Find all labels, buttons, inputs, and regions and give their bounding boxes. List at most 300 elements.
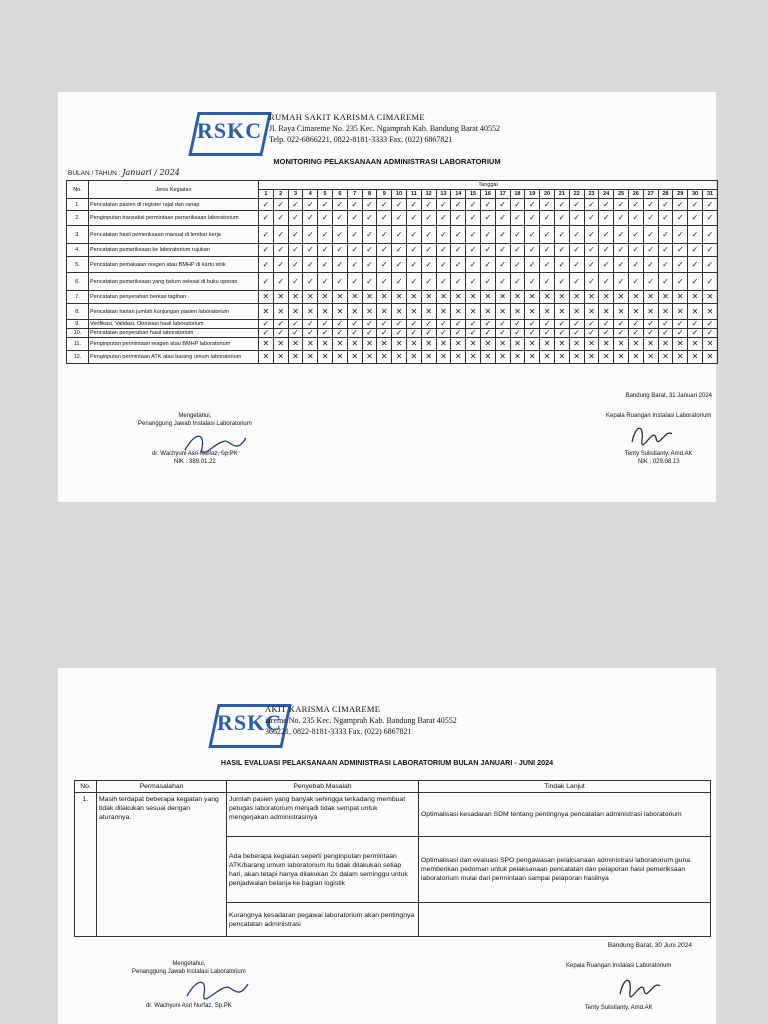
activity-name: Pencatatan penyerahan hasil laboratorium: [89, 329, 259, 338]
day-mark: ✓: [569, 329, 584, 338]
day-mark: ✓: [584, 199, 599, 211]
day-mark: ✕: [332, 351, 347, 364]
day-mark: ✓: [347, 273, 362, 291]
day-mark: ✓: [584, 257, 599, 273]
day-mark: ✓: [599, 329, 614, 338]
hospital-address: Jl. Raya Cimareme No. 235 Kec. Ngamprah Kab. Bandung Barat 40552: [269, 124, 501, 133]
day-mark: ✕: [658, 351, 673, 364]
day-mark: ✕: [702, 291, 717, 304]
table-row: [67, 351, 718, 364]
day-mark: ✓: [658, 199, 673, 211]
day-mark: ✕: [628, 351, 643, 364]
day-mark: ✓: [436, 257, 451, 273]
day-mark: ✕: [688, 338, 703, 351]
day-mark: ✓: [466, 211, 481, 226]
left-signature-block-1: [138, 412, 252, 466]
day-mark: ✓: [332, 329, 347, 338]
day-mark: ✓: [480, 226, 495, 244]
acknowledge-label-2: Mengetahui,: [172, 961, 206, 967]
day-header: 18: [510, 190, 525, 199]
day-mark: ✕: [318, 304, 333, 320]
document-title: MONITORING PELAKSANAAN ADMINISTRASI LABORATORIUM: [273, 157, 501, 166]
day-mark: ✓: [643, 320, 658, 329]
day-mark: ✕: [303, 304, 318, 320]
day-mark: ✓: [480, 320, 495, 329]
day-mark: ✓: [540, 199, 555, 211]
day-mark: ✓: [318, 320, 333, 329]
table-row: [67, 211, 718, 226]
day-mark: ✓: [421, 329, 436, 338]
hospital-info: [269, 112, 500, 145]
day-mark: ✕: [406, 304, 421, 320]
activity-name: Pencatatan hasil pemeriksaan manual di lembar kerja: [89, 226, 259, 244]
day-mark: ✓: [614, 257, 629, 273]
day-mark: ✓: [288, 211, 303, 226]
day-mark: ✓: [347, 226, 362, 244]
table-row: [67, 273, 718, 291]
ev-cause-1: Jumlah pasien yang banyak sehingga terkadang membuat petugas laboratorium menjadi tidak sempat untuk mengerjakan administrasinya: [227, 793, 419, 837]
day-header: 5: [318, 190, 333, 199]
day-mark: ✓: [554, 273, 569, 291]
day-mark: ✓: [688, 273, 703, 291]
day-mark: ✓: [643, 329, 658, 338]
day-mark: ✕: [406, 291, 421, 304]
day-mark: ✓: [628, 244, 643, 257]
day-mark: ✓: [392, 273, 407, 291]
day-mark: ✕: [362, 291, 377, 304]
right-signature-image-2: [614, 972, 664, 1002]
day-mark: ✓: [362, 199, 377, 211]
day-mark: ✓: [318, 199, 333, 211]
day-mark: ✕: [377, 338, 392, 351]
day-mark: ✓: [510, 329, 525, 338]
day-mark: ✓: [480, 257, 495, 273]
day-mark: ✓: [288, 199, 303, 211]
day-mark: ✓: [658, 273, 673, 291]
day-mark: ✓: [273, 329, 288, 338]
day-mark: ✓: [688, 244, 703, 257]
row-number: 9.: [67, 320, 89, 329]
day-mark: ✕: [303, 291, 318, 304]
day-mark: ✕: [702, 351, 717, 364]
monitoring-table: [66, 180, 718, 364]
day-mark: ✕: [259, 338, 274, 351]
day-header: 1: [259, 190, 274, 199]
day-mark: ✕: [569, 338, 584, 351]
day-mark: ✕: [377, 304, 392, 320]
day-mark: ✓: [525, 199, 540, 211]
day-mark: ✓: [569, 226, 584, 244]
day-mark: ✕: [584, 304, 599, 320]
period: [68, 168, 180, 177]
day-mark: ✓: [702, 226, 717, 244]
day-mark: ✓: [303, 329, 318, 338]
day-mark: ✓: [273, 320, 288, 329]
day-header: 30: [688, 190, 703, 199]
day-mark: ✓: [599, 273, 614, 291]
day-header: 7: [347, 190, 362, 199]
day-mark: ✓: [377, 273, 392, 291]
day-mark: ✓: [451, 199, 466, 211]
day-mark: ✕: [362, 351, 377, 364]
day-mark: ✓: [421, 257, 436, 273]
day-header: 3: [288, 190, 303, 199]
day-mark: ✓: [673, 329, 688, 338]
day-mark: ✓: [569, 199, 584, 211]
day-mark: ✕: [392, 304, 407, 320]
row-number: 3.: [67, 226, 89, 244]
day-mark: ✓: [584, 226, 599, 244]
day-mark: ✓: [658, 244, 673, 257]
day-mark: ✓: [436, 244, 451, 257]
day-mark: ✓: [362, 320, 377, 329]
day-mark: ✓: [702, 257, 717, 273]
day-mark: ✓: [392, 211, 407, 226]
day-mark: ✓: [273, 199, 288, 211]
day-mark: ✕: [599, 338, 614, 351]
day-mark: ✕: [658, 338, 673, 351]
day-mark: ✓: [554, 329, 569, 338]
day-mark: ✓: [259, 244, 274, 257]
day-mark: ✕: [628, 291, 643, 304]
day-mark: ✕: [540, 304, 555, 320]
hospital-phone: Telp. 022-6866221, 0822-8181-3333 Fax. (022) 6867821: [269, 135, 453, 144]
right-signer-role-2: Kepala Ruangan Instalasi Laboratorium: [566, 963, 672, 969]
day-mark: ✕: [614, 291, 629, 304]
day-mark: ✓: [658, 226, 673, 244]
day-mark: ✕: [688, 351, 703, 364]
day-mark: ✓: [421, 199, 436, 211]
day-mark: ✕: [273, 291, 288, 304]
day-mark: ✕: [466, 291, 481, 304]
day-mark: ✓: [643, 273, 658, 291]
hospital-info-2: [265, 704, 457, 737]
day-mark: ✓: [495, 320, 510, 329]
day-mark: ✓: [318, 244, 333, 257]
ev-cause-2: Ada beberapa kegiatan seperti penginputan permintaan ATK/barang umum laboratorium itu tidak dilakukan setiap hari, akan tetapi hanya dilakukan 2x dalam seminggu untuk penjadwalan belanja ke bagian logistik: [227, 837, 419, 903]
day-mark: ✓: [495, 211, 510, 226]
day-mark: ✓: [436, 329, 451, 338]
day-mark: ✓: [510, 273, 525, 291]
day-mark: ✓: [347, 320, 362, 329]
day-mark: ✕: [288, 291, 303, 304]
day-mark: ✕: [436, 338, 451, 351]
table-row: [67, 199, 718, 211]
day-mark: ✕: [569, 351, 584, 364]
day-mark: ✓: [347, 211, 362, 226]
day-mark: ✓: [614, 226, 629, 244]
right-signature-image: [626, 420, 676, 450]
day-mark: ✓: [540, 211, 555, 226]
day-mark: ✕: [466, 304, 481, 320]
day-mark: ✕: [525, 351, 540, 364]
day-mark: ✕: [554, 291, 569, 304]
day-mark: ✓: [599, 226, 614, 244]
day-mark: ✓: [303, 226, 318, 244]
day-mark: ✕: [332, 338, 347, 351]
day-mark: ✓: [259, 329, 274, 338]
day-mark: ✓: [614, 329, 629, 338]
day-mark: ✕: [318, 338, 333, 351]
day-mark: ✓: [377, 199, 392, 211]
day-mark: ✓: [259, 320, 274, 329]
activity-name: Verifikasi, Validasi, Otorisasi hasil laboratorium: [89, 320, 259, 329]
day-mark: ✕: [288, 351, 303, 364]
day-mark: ✓: [303, 244, 318, 257]
day-mark: ✓: [392, 226, 407, 244]
day-mark: ✓: [673, 226, 688, 244]
day-header: 25: [614, 190, 629, 199]
day-mark: ✓: [495, 329, 510, 338]
day-mark: ✓: [303, 320, 318, 329]
acknowledge-label: Mengetahui,: [178, 413, 212, 419]
day-mark: ✕: [628, 304, 643, 320]
day-header: 20: [540, 190, 555, 199]
ev-cause-3: Kurangnya kesadaran pegawai laboratorium akan pentingnya pencatatan administrasi: [227, 903, 419, 937]
day-mark: ✓: [273, 211, 288, 226]
day-mark: ✓: [392, 329, 407, 338]
evaluation-document: [58, 668, 716, 1024]
evaluation-table: [74, 780, 711, 937]
day-mark: ✕: [673, 338, 688, 351]
day-mark: ✓: [614, 211, 629, 226]
table-row: [67, 304, 718, 320]
day-mark: ✓: [628, 320, 643, 329]
day-mark: ✕: [318, 291, 333, 304]
day-mark: ✓: [510, 320, 525, 329]
day-mark: ✓: [436, 273, 451, 291]
day-mark: ✕: [688, 304, 703, 320]
day-mark: ✓: [510, 211, 525, 226]
day-mark: ✕: [643, 338, 658, 351]
day-mark: ✕: [421, 291, 436, 304]
row-number: 10.: [67, 329, 89, 338]
day-mark: ✕: [480, 338, 495, 351]
day-mark: ✓: [525, 273, 540, 291]
day-mark: ✓: [540, 226, 555, 244]
day-mark: ✓: [332, 257, 347, 273]
day-mark: ✓: [525, 329, 540, 338]
row-number: 5.: [67, 257, 89, 273]
day-mark: ✓: [377, 320, 392, 329]
day-mark: ✕: [259, 291, 274, 304]
day-mark: ✓: [480, 329, 495, 338]
day-header: 31: [702, 190, 717, 199]
day-mark: ✓: [569, 273, 584, 291]
day-mark: ✕: [702, 338, 717, 351]
day-mark: ✓: [451, 244, 466, 257]
day-mark: ✕: [525, 304, 540, 320]
day-mark: ✕: [259, 304, 274, 320]
day-mark: ✓: [392, 199, 407, 211]
day-mark: ✓: [599, 244, 614, 257]
day-mark: ✓: [318, 329, 333, 338]
day-mark: ✓: [554, 226, 569, 244]
day-mark: ✕: [584, 351, 599, 364]
day-mark: ✓: [466, 329, 481, 338]
day-mark: ✓: [673, 211, 688, 226]
day-header: 6: [332, 190, 347, 199]
day-mark: ✕: [480, 351, 495, 364]
day-mark: ✕: [495, 291, 510, 304]
activity-name: Pencatatan pasien di register rajal dan ranap: [89, 199, 259, 211]
left-signer-name: dr. Wachyuni Asri Nurfaz, Sp.PK: [151, 451, 238, 457]
day-mark: ✓: [673, 320, 688, 329]
day-mark: ✓: [688, 257, 703, 273]
day-mark: ✓: [436, 211, 451, 226]
day-mark: ✓: [288, 320, 303, 329]
day-mark: ✓: [495, 257, 510, 273]
day-mark: ✕: [658, 291, 673, 304]
day-mark: ✕: [466, 351, 481, 364]
place-date-1: Bandung Barat, 31 Januari 2024: [625, 393, 712, 399]
day-mark: ✕: [347, 291, 362, 304]
day-mark: ✕: [377, 291, 392, 304]
day-mark: ✓: [303, 211, 318, 226]
day-mark: ✕: [599, 304, 614, 320]
left-signer-role-2: Penanggung Jawab Instalasi Laboratorium: [132, 969, 246, 975]
day-mark: ✓: [318, 257, 333, 273]
right-signature-block-2: [566, 962, 671, 1012]
day-mark: ✓: [362, 211, 377, 226]
day-mark: ✓: [510, 244, 525, 257]
right-signer-nik: NIK : 029.08.13: [637, 459, 680, 465]
day-mark: ✓: [628, 329, 643, 338]
day-mark: ✓: [377, 226, 392, 244]
day-mark: ✓: [421, 244, 436, 257]
day-mark: ✓: [480, 199, 495, 211]
day-mark: ✕: [614, 304, 629, 320]
day-mark: ✓: [318, 226, 333, 244]
day-mark: ✓: [288, 244, 303, 257]
day-mark: ✓: [347, 257, 362, 273]
day-mark: ✓: [288, 273, 303, 291]
day-mark: ✓: [377, 211, 392, 226]
day-mark: ✓: [451, 257, 466, 273]
table-row: [67, 226, 718, 244]
day-mark: ✓: [436, 226, 451, 244]
day-mark: ✓: [273, 273, 288, 291]
day-mark: ✕: [421, 351, 436, 364]
day-mark: ✕: [273, 304, 288, 320]
day-mark: ✓: [599, 211, 614, 226]
day-mark: ✓: [510, 226, 525, 244]
day-mark: ✓: [702, 320, 717, 329]
day-mark: ✕: [628, 338, 643, 351]
day-mark: ✕: [643, 351, 658, 364]
day-mark: ✕: [643, 291, 658, 304]
day-header: 8: [362, 190, 377, 199]
day-mark: ✓: [421, 320, 436, 329]
day-mark: ✕: [332, 291, 347, 304]
right-signer-name-2: Tenty Sulistianty, Amd.AK: [584, 1005, 653, 1011]
day-mark: ✓: [377, 329, 392, 338]
day-header: 21: [554, 190, 569, 199]
day-mark: ✓: [406, 199, 421, 211]
day-mark: ✕: [554, 351, 569, 364]
day-mark: ✓: [406, 211, 421, 226]
day-mark: ✓: [273, 257, 288, 273]
row-number: 12.: [67, 351, 89, 364]
table-row: [67, 244, 718, 257]
day-mark: ✓: [259, 226, 274, 244]
day-mark: ✕: [436, 291, 451, 304]
day-header: 9: [377, 190, 392, 199]
day-mark: ✕: [451, 304, 466, 320]
day-mark: ✓: [628, 199, 643, 211]
activity-name: Penginputan permintaan ATK atau barang umum laboratorium: [89, 351, 259, 364]
day-mark: ✓: [554, 244, 569, 257]
day-mark: ✓: [673, 257, 688, 273]
day-mark: ✓: [347, 329, 362, 338]
day-mark: ✕: [540, 291, 555, 304]
day-mark: ✕: [510, 291, 525, 304]
day-header: 23: [584, 190, 599, 199]
day-mark: ✓: [643, 226, 658, 244]
row-number: 8.: [67, 304, 89, 320]
day-mark: ✕: [392, 351, 407, 364]
ev-action-3: [419, 903, 711, 937]
day-mark: ✕: [702, 304, 717, 320]
day-mark: ✕: [332, 304, 347, 320]
day-mark: ✕: [273, 338, 288, 351]
day-mark: ✓: [702, 329, 717, 338]
day-mark: ✕: [614, 338, 629, 351]
table-row: [67, 320, 718, 329]
day-mark: ✕: [303, 351, 318, 364]
day-mark: ✓: [377, 244, 392, 257]
day-mark: ✓: [658, 211, 673, 226]
ev-row-no: 1.: [75, 793, 97, 937]
day-mark: ✕: [288, 304, 303, 320]
day-mark: ✓: [673, 199, 688, 211]
day-mark: ✕: [466, 338, 481, 351]
left-signer-nik: NIK : 389.01.22: [174, 459, 216, 465]
day-mark: ✓: [614, 320, 629, 329]
day-mark: ✕: [554, 304, 569, 320]
day-mark: ✓: [288, 329, 303, 338]
day-mark: ✓: [332, 244, 347, 257]
day-mark: ✓: [362, 273, 377, 291]
day-mark: ✓: [406, 226, 421, 244]
day-mark: ✓: [643, 244, 658, 257]
ev-problem: Masih terdapat beberapa kegiatan yang tidak dilakukan sesuai dengan aturannya.: [97, 793, 227, 937]
day-mark: ✓: [584, 244, 599, 257]
day-mark: ✓: [495, 226, 510, 244]
day-mark: ✓: [673, 244, 688, 257]
col-date-header: Tanggal: [259, 181, 718, 190]
day-mark: ✕: [392, 338, 407, 351]
day-mark: ✓: [540, 273, 555, 291]
day-mark: ✓: [362, 329, 377, 338]
day-mark: ✓: [480, 244, 495, 257]
day-mark: ✕: [347, 304, 362, 320]
col-activity-header: Jenis Kegiatan: [89, 181, 259, 199]
day-mark: ✕: [540, 351, 555, 364]
day-mark: ✓: [495, 244, 510, 257]
day-mark: ✓: [259, 211, 274, 226]
day-header: 26: [628, 190, 643, 199]
day-mark: ✓: [628, 257, 643, 273]
hospital-name: RUMAH SAKIT KARISMA CIMAREME: [269, 112, 425, 122]
day-mark: ✓: [466, 199, 481, 211]
period-label: BULAN / TAHUN :: [68, 170, 121, 177]
day-mark: ✓: [466, 320, 481, 329]
day-mark: ✕: [540, 338, 555, 351]
day-mark: ✓: [658, 329, 673, 338]
day-mark: ✓: [347, 199, 362, 211]
day-mark: ✕: [584, 338, 599, 351]
